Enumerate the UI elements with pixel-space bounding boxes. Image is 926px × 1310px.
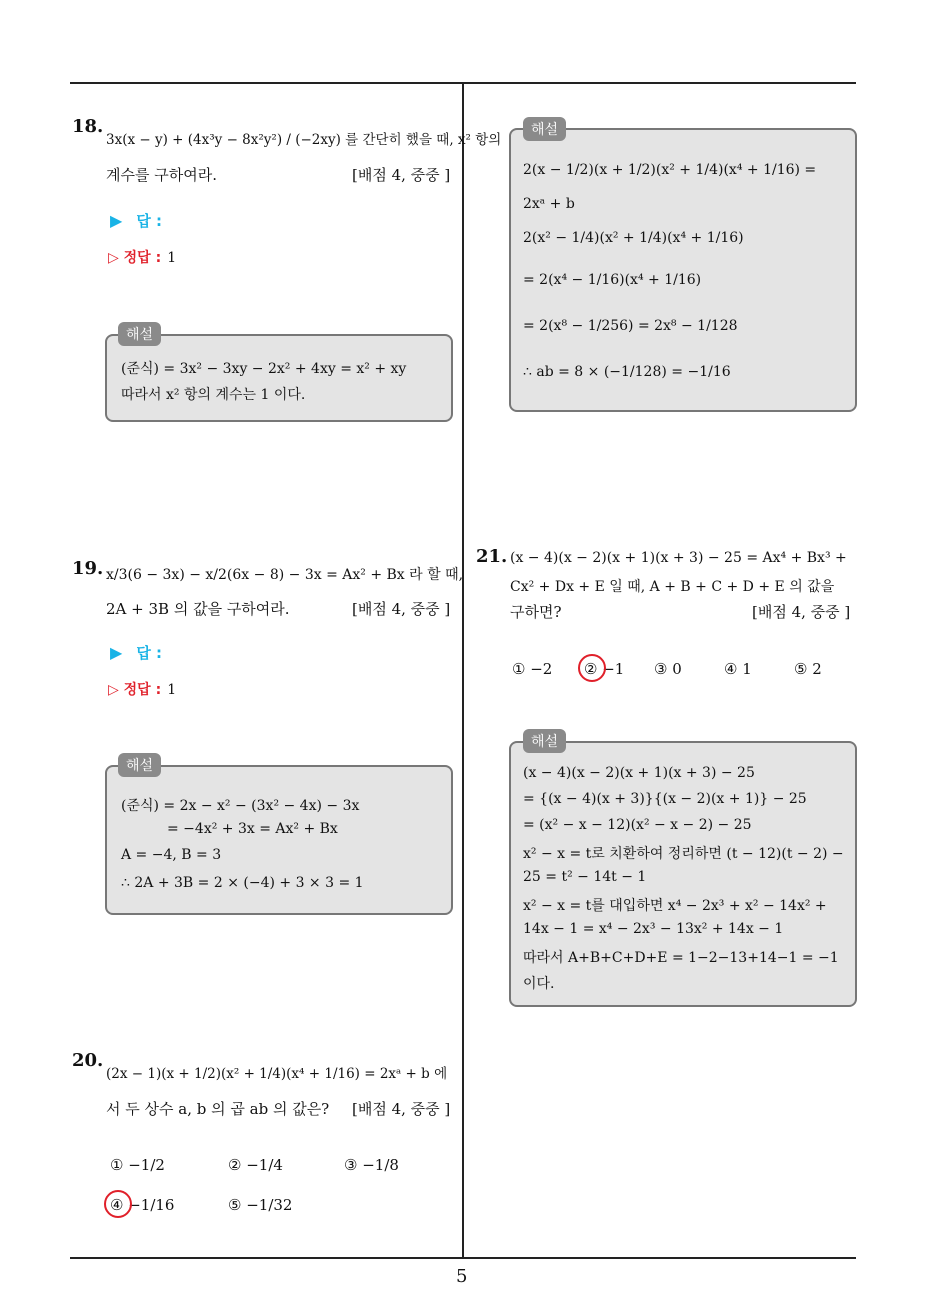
q21-line1: (x − 4)(x − 2)(x + 1)(x + 3) − 25 = Ax⁴ + Bx³ + <box>510 550 847 566</box>
q18-solution-tag: 해설 <box>118 322 161 346</box>
q20-solution-line: 2(x² − 1/4)(x² + 1/4)(x⁴ + 1/16) <box>523 230 744 246</box>
q20-solution-line: = 2(x⁴ − 1/16)(x⁴ + 1/16) <box>523 272 702 288</box>
q21-solution-line: x² − x = t로 치환하여 정리하면 (t − 12)(t − 2) − <box>523 846 844 862</box>
q21-choice-5[interactable]: ⑤ 2 <box>794 660 822 678</box>
column-divider <box>462 82 464 1258</box>
q19-solution-line: A = −4, B = 3 <box>121 847 222 863</box>
q21-marked-answer-circle <box>578 654 606 682</box>
q21-solution-line: 14x − 1 = x⁴ − 2x³ − 13x² + 14x − 1 <box>523 921 784 937</box>
q21-solution-line: x² − x = t를 대입하면 x⁴ − 2x³ + x² − 14x² + <box>523 898 827 914</box>
q20-choice-4[interactable]: ④ −1/16 <box>110 1196 175 1214</box>
q21-solution-box <box>509 741 857 1007</box>
q19-line2: 2A + 3B 의 값을 구하여라. <box>106 600 290 618</box>
q18-line1: 3x(x − y) + (4x³y − 8x²y²) / (−2xy) 를 간단히 했을 때, x² 항의 <box>106 132 502 148</box>
q21-solution-line: (x − 4)(x − 2)(x + 1)(x + 3) − 25 <box>523 765 755 781</box>
q20-solution-line: 2(x − 1/2)(x + 1/2)(x² + 1/4)(x⁴ + 1/16) = <box>523 162 817 178</box>
q19-line1: x/3(6 − 3x) − x/2(6x − 8) − 3x = Ax² + Bx 라 할 때, <box>106 567 464 583</box>
q20-solution-tag: 해설 <box>523 117 566 141</box>
q20-solution-box <box>509 128 857 412</box>
q19-solution-line: (준식) = 2x − x² − (3x² − 4x) − 3x <box>121 798 360 814</box>
q21-solution-line: 25 = t² − 14t − 1 <box>523 869 647 885</box>
q19-solution-line: = −4x² + 3x = Ax² + Bx <box>167 821 338 837</box>
q20-meta: [배점 4, 중중 ] <box>352 1100 451 1118</box>
play-arrow-icon: ▶ <box>110 643 123 662</box>
q20-solution-line: 2xᵃ + b <box>523 196 575 212</box>
q18-solution-line: 따라서 x² 항의 계수는 1 이다. <box>121 387 306 403</box>
q21-meta: [배점 4, 중중 ] <box>752 603 851 621</box>
q20-line1: (2x − 1)(x + 1/2)(x² + 1/4)(x⁴ + 1/16) = 2xᵃ + b 에 <box>106 1066 448 1082</box>
q20-choice-2[interactable]: ② −1/4 <box>228 1156 283 1174</box>
q18-correct-answer: ▷ 정답 : 1 <box>108 250 177 266</box>
q20-line2: 서 두 상수 a, b 의 곱 ab 의 값은? <box>106 1100 330 1118</box>
q18-answer-prompt: ▶ 답 : <box>110 211 163 230</box>
q21-choice-1[interactable]: ① −2 <box>512 660 553 678</box>
q20-number: 20. <box>72 1050 104 1071</box>
q19-solution-line: ∴ 2A + 3B = 2 × (−4) + 3 × 3 = 1 <box>121 875 364 891</box>
q21-choice-3[interactable]: ③ 0 <box>654 660 682 678</box>
q18-number: 18. <box>72 116 104 137</box>
outline-arrow-icon: ▷ <box>108 250 119 266</box>
q20-choice-1[interactable]: ① −1/2 <box>110 1156 165 1174</box>
q21-choice-4[interactable]: ④ 1 <box>724 660 752 678</box>
q18-meta: [배점 4, 중중 ] <box>352 166 451 184</box>
q20-choice-5[interactable]: ⑤ −1/32 <box>228 1196 293 1214</box>
q21-line2: Cx² + Dx + E 일 때, A + B + C + D + E 의 값을 <box>510 579 835 595</box>
q19-answer-prompt: ▶ 답 : <box>110 643 163 662</box>
q19-meta: [배점 4, 중중 ] <box>352 600 451 618</box>
q21-solution-line: 따라서 A+B+C+D+E = 1−2−13+14−1 = −1 <box>523 950 839 966</box>
q21-solution-line: 이다. <box>523 976 555 992</box>
q21-solution-line: = (x² − x − 12)(x² − x − 2) − 25 <box>523 817 752 833</box>
q19-number: 19. <box>72 558 104 579</box>
q19-solution-box <box>105 765 453 915</box>
q19-solution-tag: 해설 <box>118 753 161 777</box>
q18-solution-box <box>105 334 453 422</box>
q20-marked-answer-circle <box>104 1190 132 1218</box>
bottom-rule <box>70 1257 856 1259</box>
page-number: 5 <box>456 1266 468 1287</box>
q18-solution-line: (준식) = 3x² − 3xy − 2x² + 4xy = x² + xy <box>121 361 407 377</box>
q19-correct-answer: ▷ 정답 : 1 <box>108 682 177 698</box>
q21-solution-tag: 해설 <box>523 729 566 753</box>
q21-number: 21. <box>476 546 508 567</box>
q20-solution-line: ∴ ab = 8 × (−1/128) = −1/16 <box>523 364 731 380</box>
q20-choice-3[interactable]: ③ −1/8 <box>344 1156 399 1174</box>
q21-solution-line: = {(x − 4)(x + 3)}{(x − 2)(x + 1)} − 25 <box>523 791 807 807</box>
q21-line3: 구하면? <box>510 603 562 621</box>
q20-solution-line: = 2(x⁸ − 1/256) = 2x⁸ − 1/128 <box>523 318 738 334</box>
outline-arrow-icon: ▷ <box>108 682 119 698</box>
q21-choice-2[interactable]: ② −1 <box>584 660 625 678</box>
play-arrow-icon: ▶ <box>110 211 123 230</box>
q18-line2: 계수를 구하여라. <box>106 166 217 184</box>
